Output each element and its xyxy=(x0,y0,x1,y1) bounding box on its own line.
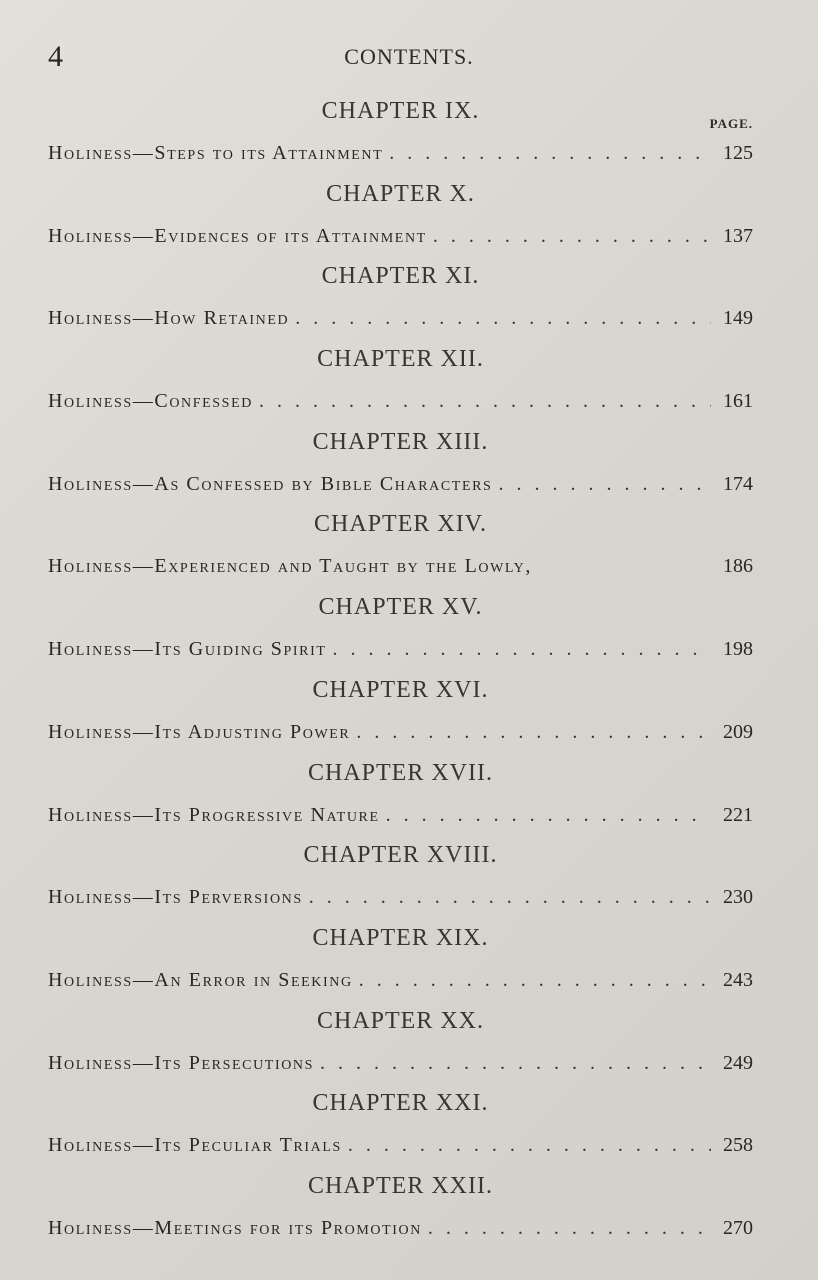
chapter-page-number: 258 xyxy=(723,1134,753,1157)
chapter-heading: CHAPTER XVIII. xyxy=(303,842,498,869)
toc-line xyxy=(48,142,753,165)
chapter-page-number: 198 xyxy=(723,638,753,661)
toc-line xyxy=(48,721,753,744)
chapter-title: Holiness—Its Progressive Nature xyxy=(48,803,380,826)
toc-line xyxy=(48,390,753,413)
chapter-page-number: 249 xyxy=(723,1051,753,1074)
toc-line xyxy=(48,969,753,992)
chapter-heading: CHAPTER IX. xyxy=(321,98,480,124)
dot-leader xyxy=(348,1134,711,1157)
chapter-page-number: 230 xyxy=(723,886,753,909)
chapter-page-number: 161 xyxy=(723,390,753,413)
chapter-title: Holiness—Its Persecutions xyxy=(48,1051,315,1074)
dot-leader xyxy=(356,721,711,744)
table-of-contents xyxy=(48,96,753,1254)
toc-entry xyxy=(48,1088,753,1171)
toc-entry xyxy=(48,509,753,592)
chapter-heading: CHAPTER XXII. xyxy=(308,1172,493,1199)
dot-leader xyxy=(333,638,711,661)
chapter-heading: CHAPTER XXI. xyxy=(312,1090,489,1117)
toc-line xyxy=(48,225,753,248)
chapter-title: Holiness—Its Guiding Spirit xyxy=(48,638,327,661)
toc-entry xyxy=(48,1171,753,1254)
chapter-title: Holiness—Steps to its Attainment xyxy=(48,142,384,164)
chapter-title: Holiness—Its Adjusting Power xyxy=(48,720,351,743)
chapter-heading: CHAPTER XV. xyxy=(318,594,483,621)
chapter-heading: CHAPTER XVI. xyxy=(312,676,489,703)
chapter-page-number: 137 xyxy=(723,224,753,247)
dot-leader xyxy=(320,1052,711,1075)
chapter-page-number: 174 xyxy=(723,472,753,495)
toc-entry xyxy=(48,1006,753,1089)
chapter-page-number: 243 xyxy=(723,968,753,991)
toc-entry xyxy=(48,592,753,675)
toc-line xyxy=(48,638,753,661)
toc-entry xyxy=(48,923,753,1006)
toc-entry xyxy=(48,758,753,841)
dot-leader xyxy=(295,307,711,330)
chapter-title: Holiness—As Confessed by Bible Characters xyxy=(48,472,493,495)
chapter-heading: CHAPTER XX. xyxy=(316,1007,484,1034)
chapter-title: Holiness—Its Peculiar Trials xyxy=(48,1134,342,1157)
dot-leader xyxy=(386,804,711,827)
chapter-heading: CHAPTER XII. xyxy=(317,346,484,373)
chapter-page-number: 125 xyxy=(723,142,753,164)
toc-line xyxy=(48,1134,753,1157)
toc-entry xyxy=(48,675,753,758)
page-column-label: PAGE. xyxy=(709,116,753,131)
chapter-page-number: 221 xyxy=(723,803,753,826)
toc-line xyxy=(48,555,753,578)
chapter-title: Holiness—An Error in Seeking xyxy=(48,968,353,991)
chapter-title: Holiness—How Retained xyxy=(48,307,290,330)
chapter-title: Holiness—Evidences of its Attainment xyxy=(48,224,427,247)
dot-leader xyxy=(309,886,711,909)
chapter-page-number: 209 xyxy=(723,720,753,743)
chapter-page-number: 149 xyxy=(723,307,753,330)
toc-line xyxy=(48,886,753,909)
toc-entry xyxy=(48,179,753,262)
chapter-heading: CHAPTER XIX. xyxy=(312,924,489,951)
toc-line xyxy=(48,473,753,496)
dot-leader xyxy=(433,225,711,248)
toc-entry xyxy=(48,840,753,923)
dot-leader xyxy=(428,1217,711,1240)
dot-leader xyxy=(498,473,711,496)
chapter-heading: CHAPTER XVII. xyxy=(308,759,493,786)
page-header xyxy=(48,40,770,80)
chapter-title: Holiness—Confessed xyxy=(48,390,253,413)
toc-entry xyxy=(48,344,753,427)
dot-leader xyxy=(359,969,711,992)
chapter-title: Holiness—Experienced and Taught by the Lowly, xyxy=(48,555,532,578)
toc-line xyxy=(48,307,753,330)
chapter-heading: CHAPTER XIV. xyxy=(314,511,487,538)
chapter-page-number: 186 xyxy=(723,555,753,578)
chapter-title: Holiness—Its Perversions xyxy=(48,886,303,909)
toc-line xyxy=(48,1052,753,1075)
toc-line xyxy=(48,804,753,827)
chapter-page-number: 270 xyxy=(723,1216,753,1239)
dot-leader xyxy=(389,142,711,165)
toc-line xyxy=(48,1217,753,1240)
toc-entry xyxy=(48,261,753,344)
chapter-heading: CHAPTER XIII. xyxy=(312,428,489,455)
chapter-title: Holiness—Meetings for its Promotion xyxy=(48,1216,422,1239)
toc-entry xyxy=(48,96,753,179)
dot-leader xyxy=(259,390,711,413)
page-number: 4 xyxy=(48,40,63,73)
running-head: CONTENTS. xyxy=(344,44,474,69)
chapter-heading: CHAPTER X. xyxy=(326,180,475,207)
toc-entry xyxy=(48,427,753,510)
chapter-heading: CHAPTER XI. xyxy=(321,263,480,290)
